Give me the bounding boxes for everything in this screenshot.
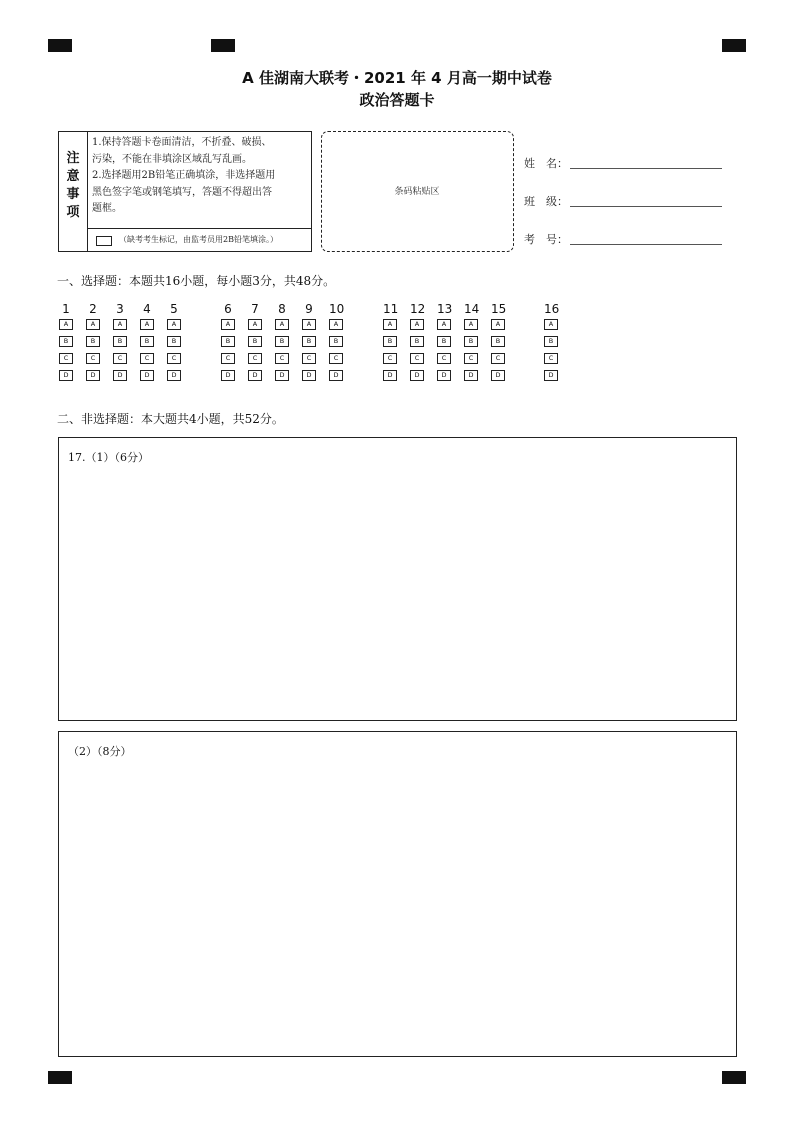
mc-question-number: 6	[224, 302, 232, 316]
mc-option-bubble[interactable]: B	[113, 336, 127, 347]
mc-option-bubble[interactable]: B	[248, 336, 262, 347]
mc-question-number: 15	[491, 302, 507, 316]
mc-option-bubble[interactable]: B	[167, 336, 181, 347]
mc-option-bubble[interactable]: C	[410, 353, 424, 364]
mc-option-bubble[interactable]: D	[140, 370, 154, 381]
mc-question-number: 16	[544, 302, 560, 316]
alignment-mark-top-left	[48, 39, 72, 52]
mc-option-bubble[interactable]: A	[113, 319, 127, 330]
mc-option-bubble[interactable]: C	[275, 353, 289, 364]
mc-question-column	[248, 302, 270, 379]
mc-option-bubble[interactable]: B	[302, 336, 316, 347]
mc-option-bubble[interactable]: B	[383, 336, 397, 347]
mc-option-bubble[interactable]: D	[437, 370, 451, 381]
mc-option-bubble[interactable]: D	[383, 370, 397, 381]
mc-question-column	[140, 302, 162, 379]
mc-option-bubble[interactable]: B	[410, 336, 424, 347]
mc-option-bubble[interactable]: B	[221, 336, 235, 347]
mc-option-bubble[interactable]: C	[544, 353, 558, 364]
mc-question-column	[59, 302, 81, 379]
mc-option-bubble[interactable]: C	[221, 353, 235, 364]
notice-line: 题框。	[92, 203, 122, 214]
page-title: A 佳湖南大联考・2021 年 4 月高一期中试卷	[242, 69, 552, 87]
answer-box-heading: 17.（1）（6分）	[68, 451, 149, 464]
notice-label-column	[59, 132, 88, 251]
notice-line: 污染，不能在非填涂区域乱写乱画。	[92, 153, 252, 165]
mc-question-column	[221, 302, 243, 379]
notice-text	[92, 135, 306, 218]
mc-question-number: 11	[383, 302, 399, 316]
mc-question-number: 7	[251, 302, 259, 316]
notice-line: 黑色签字笔或钢笔填写，答题不得超出答	[92, 186, 272, 198]
mc-option-bubble[interactable]: A	[302, 319, 316, 330]
name-field-line[interactable]	[570, 168, 722, 169]
mc-question-column	[437, 302, 459, 379]
class-field[interactable]	[524, 193, 724, 209]
barcode-area	[321, 131, 514, 252]
barcode-label: 条码粘贴区	[394, 187, 440, 197]
mc-option-bubble[interactable]: C	[113, 353, 127, 364]
mc-option-bubble[interactable]: C	[437, 353, 451, 364]
mc-option-bubble[interactable]: C	[491, 353, 505, 364]
absent-mark-row	[87, 228, 311, 252]
alignment-mark-bottom-right	[722, 1071, 746, 1084]
mc-question-column	[302, 302, 324, 379]
mc-question-column	[383, 302, 405, 379]
mc-option-bubble[interactable]: B	[437, 336, 451, 347]
mc-option-bubble[interactable]: D	[491, 370, 505, 381]
mc-option-bubble[interactable]: D	[248, 370, 262, 381]
notice-label-char: 事	[66, 187, 80, 202]
mc-question-column	[167, 302, 189, 379]
mc-option-bubble[interactable]: B	[464, 336, 478, 347]
notice-label-char: 注	[66, 151, 80, 166]
section-2-heading: 二、非选择题：本大题共4小题，共52分。	[57, 412, 284, 426]
answer-box-17-1[interactable]	[58, 437, 737, 721]
mc-option-bubble[interactable]: D	[275, 370, 289, 381]
mc-question-number: 8	[278, 302, 286, 316]
mc-option-bubble[interactable]: C	[167, 353, 181, 364]
mc-question-number: 5	[170, 302, 178, 316]
exam-number-field-label: 考 号：	[524, 233, 568, 246]
absent-mark-note: （缺考考生标记，由监考员用2B铅笔填涂。）	[119, 235, 278, 244]
mc-question-column	[86, 302, 108, 379]
mc-option-bubble[interactable]: C	[59, 353, 73, 364]
alignment-mark-top-center	[211, 39, 235, 52]
mc-option-bubble[interactable]: A	[167, 319, 181, 330]
mc-option-bubble[interactable]: B	[59, 336, 73, 347]
mc-option-bubble[interactable]: B	[544, 336, 558, 347]
mc-option-bubble[interactable]: D	[302, 370, 316, 381]
mc-option-bubble[interactable]: C	[464, 353, 478, 364]
mc-option-bubble[interactable]: A	[464, 319, 478, 330]
mc-question-column	[544, 302, 566, 379]
name-field[interactable]	[524, 155, 724, 171]
mc-question-number: 9	[305, 302, 313, 316]
mc-option-bubble[interactable]: C	[383, 353, 397, 364]
mc-question-number: 3	[116, 302, 124, 316]
mc-option-bubble[interactable]: D	[113, 370, 127, 381]
mc-question-column	[410, 302, 432, 379]
mc-option-bubble[interactable]: A	[221, 319, 235, 330]
mc-option-bubble[interactable]: C	[248, 353, 262, 364]
mc-question-number: 14	[464, 302, 480, 316]
mc-option-bubble[interactable]: A	[329, 319, 343, 330]
mc-option-bubble[interactable]: A	[410, 319, 424, 330]
alignment-mark-bottom-left	[48, 1071, 72, 1084]
mc-option-bubble[interactable]: A	[59, 319, 73, 330]
mc-question-number: 1	[62, 302, 70, 316]
mc-option-bubble[interactable]: D	[544, 370, 558, 381]
absent-mark-box[interactable]	[96, 236, 112, 246]
mc-question-number: 10	[329, 302, 345, 316]
mc-option-bubble[interactable]: A	[86, 319, 100, 330]
mc-option-bubble[interactable]: A	[275, 319, 289, 330]
answer-box-17-2[interactable]	[58, 731, 737, 1057]
section-1-heading: 一、选择题：本题共16小题，每小题3分，共48分。	[57, 274, 336, 288]
notice-box	[58, 131, 312, 252]
name-field-label: 姓 名：	[524, 157, 568, 170]
mc-option-bubble[interactable]: D	[410, 370, 424, 381]
answer-box-heading: （2）（8分）	[68, 745, 132, 758]
page-subtitle: 政治答题卡	[359, 91, 435, 109]
mc-option-bubble[interactable]: A	[491, 319, 505, 330]
mc-question-number: 4	[143, 302, 151, 316]
mc-option-bubble[interactable]: D	[86, 370, 100, 381]
class-field-label: 班 级：	[524, 195, 568, 208]
mc-option-bubble[interactable]: A	[544, 319, 558, 330]
mc-option-bubble[interactable]: C	[302, 353, 316, 364]
mc-question-column	[113, 302, 135, 379]
exam-number-field-line[interactable]	[570, 244, 722, 245]
notice-label-char: 意	[66, 169, 80, 184]
mc-option-bubble[interactable]: A	[383, 319, 397, 330]
notice-line: 2.选择题用2B铅笔正确填涂，非选择题用	[92, 170, 276, 181]
mc-question-column	[275, 302, 297, 379]
mc-option-bubble[interactable]: D	[167, 370, 181, 381]
mc-option-bubble[interactable]: A	[140, 319, 154, 330]
mc-option-bubble[interactable]: C	[140, 353, 154, 364]
notice-label-char: 项	[66, 205, 80, 220]
mc-question-number: 13	[437, 302, 453, 316]
mc-option-bubble[interactable]: B	[491, 336, 505, 347]
mc-option-bubble[interactable]: D	[59, 370, 73, 381]
mc-option-bubble[interactable]: A	[248, 319, 262, 330]
mc-question-column	[329, 302, 351, 379]
mc-option-bubble[interactable]: B	[86, 336, 100, 347]
mc-question-number: 12	[410, 302, 426, 316]
mc-question-column	[464, 302, 486, 379]
mc-option-bubble[interactable]: C	[329, 353, 343, 364]
mc-option-bubble[interactable]: B	[275, 336, 289, 347]
mc-option-bubble[interactable]: B	[140, 336, 154, 347]
notice-line: 1.保持答题卡卷面清洁，不折叠、破损、	[92, 137, 272, 148]
mc-question-number: 2	[89, 302, 97, 316]
mc-option-bubble[interactable]: A	[437, 319, 451, 330]
exam-number-field[interactable]	[524, 231, 724, 247]
mc-option-bubble[interactable]: C	[86, 353, 100, 364]
class-field-line[interactable]	[570, 206, 722, 207]
mc-question-column	[491, 302, 513, 379]
mc-option-bubble[interactable]: D	[221, 370, 235, 381]
mc-option-bubble[interactable]: D	[329, 370, 343, 381]
alignment-mark-top-right	[722, 39, 746, 52]
mc-option-bubble[interactable]: D	[464, 370, 478, 381]
mc-option-bubble[interactable]: B	[329, 336, 343, 347]
